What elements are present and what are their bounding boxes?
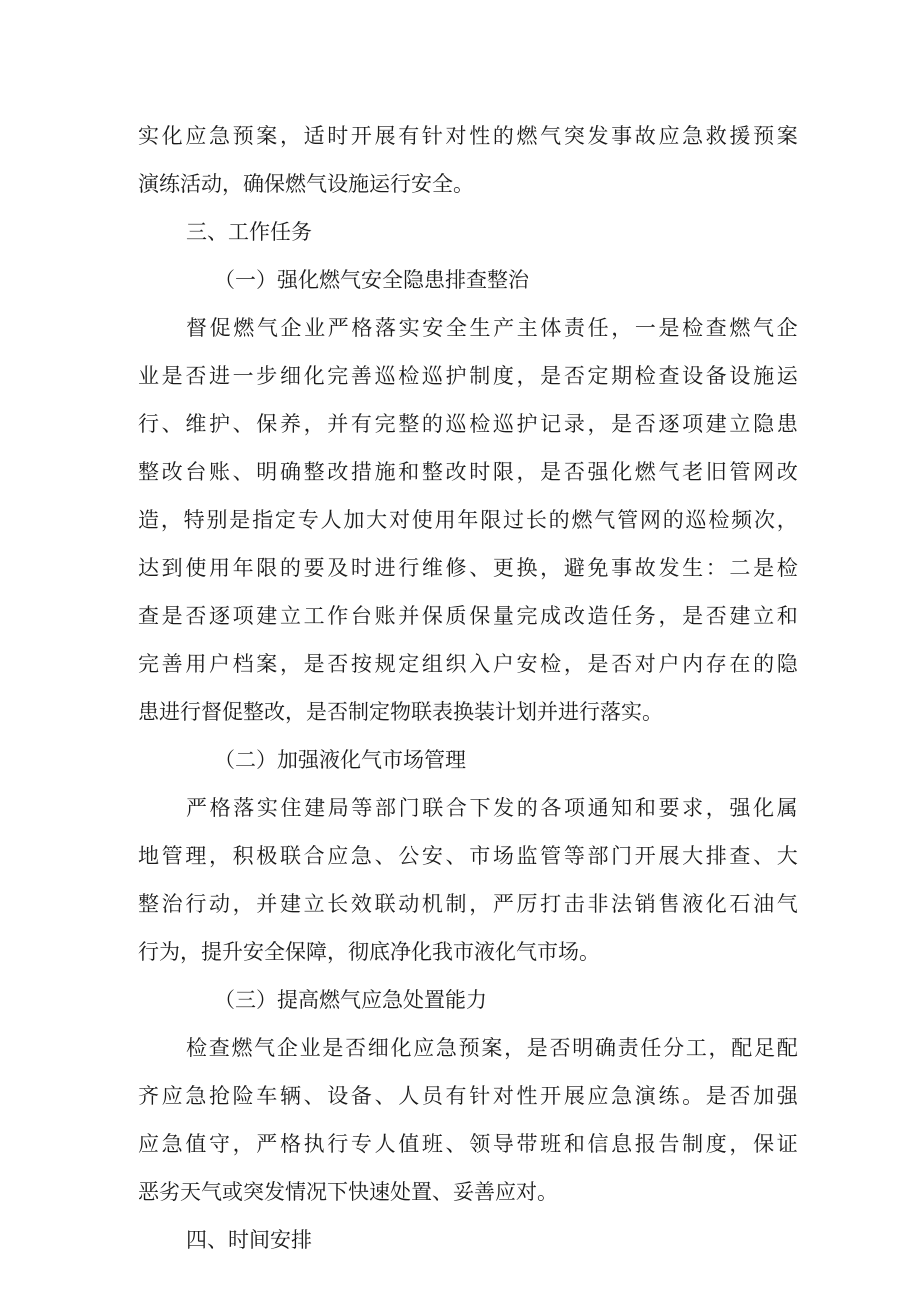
- text-line: 行为，提升安全保障，彻底净化我市液化气市场。: [138, 940, 600, 964]
- text-line-justified: 造 ， 特 别 是 指 定 专 人 加 大 对 使 用 年 限 过 长 的 燃 气 管 网 的 巡 检 频 次 ，: [138, 508, 798, 532]
- text-line: 患进行督促整改，是否制定物联表换装计划并进行落实。: [138, 700, 663, 724]
- text-line-justified: 整 治 行 动 ， 并 建 立 长 效 联 动 机 制 ， 严 厉 打 击 非 法 销 售 液 化 石 油 气: [138, 892, 798, 916]
- subsection-heading-1: （一）强化燃气安全隐患排查整治: [214, 268, 529, 292]
- text-line-justified: 齐 应 急 抢 险 车 辆 、 设 备 、 人 员 有 针 对 性 开 展 应 急 演 练 。 是 否 加 强: [138, 1084, 798, 1108]
- text-line-justified: 整 改 台 账 、 明 确 整 改 措 施 和 整 改 时 限 ， 是 否 强 化 燃 气 老 旧 管 网 改: [138, 460, 798, 484]
- text-line-justified: 业 是 否 进 一 步 细 化 完 善 巡 检 巡 护 制 度 ， 是 否 定 期 检 查 设 备 设 施 运: [138, 364, 798, 388]
- text-line-justified: 督 促 燃 气 企 业 严 格 落 实 安 全 生 产 主 体 责 任 ， 一 是 检 查 燃 气 企: [186, 316, 798, 340]
- section-heading-3: 三、工作任务: [186, 220, 312, 244]
- text-line-justified: 检 查 燃 气 企 业 是 否 细 化 应 急 预 案 ， 是 否 明 确 责 任 分 工 ， 配 足 配: [186, 1036, 798, 1060]
- text-line-justified: 严 格 落 实 住 建 局 等 部 门 联 合 下 发 的 各 项 通 知 和 要 求 ， 强 化 属: [186, 796, 798, 820]
- text-line: 演练活动，确保燃气设施运行安全。: [138, 172, 474, 196]
- subsection-heading-2: （二）加强液化气市场管理: [214, 748, 466, 772]
- text-line-justified: 应 急 值 守 ， 严 格 执 行 专 人 值 班 、 领 导 带 班 和 信 息 报 告 制 度 ， 保 证: [138, 1132, 798, 1156]
- text-line-justified: 达 到 使 用 年 限 的 要 及 时 进 行 维 修 、 更 换 ， 避 免 事 故 发 生 ： 二 是 检: [138, 556, 798, 580]
- subsection-heading-3: （三）提高燃气应急处置能力: [214, 988, 487, 1012]
- text-line-justified: 行 、 维 护 、 保 养 ， 并 有 完 整 的 巡 检 巡 护 记 录 ， 是 否 逐 项 建 立 隐 患: [138, 412, 798, 436]
- text-line-justified: 查 是 否 逐 项 建 立 工 作 台 账 并 保 质 保 量 完 成 改 造 任 务 ， 是 否 建 立 和: [138, 604, 798, 628]
- section-heading-4: 四、时间安排: [186, 1228, 312, 1252]
- text-line-justified: 实 化 应 急 预 案 ， 适 时 开 展 有 针 对 性 的 燃 气 突 发 事 故 应 急 救 援 预 案: [138, 124, 798, 148]
- text-line-justified: 完 善 用 户 档 案 ， 是 否 按 规 定 组 织 入 户 安 检 ， 是 否 对 户 内 存 在 的 隐: [138, 652, 798, 676]
- text-line-justified: 地 管 理 ， 积 极 联 合 应 急 、 公 安 、 市 场 监 管 等 部 门 开 展 大 排 查 、 大: [138, 844, 798, 868]
- text-line: 恶劣天气或突发情况下快速处置、妥善应对。: [138, 1180, 558, 1204]
